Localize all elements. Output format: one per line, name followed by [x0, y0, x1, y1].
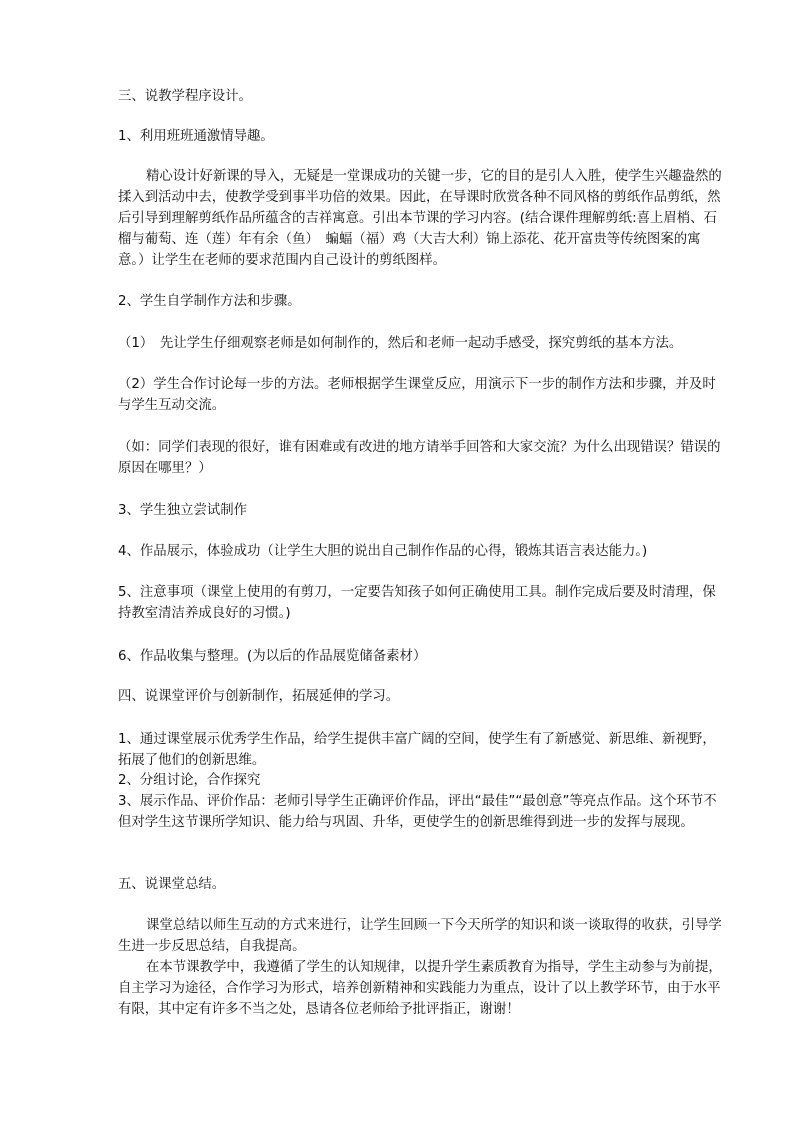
subheading-6: 6、作品收集与整理。(为以后的作品展览储备素材）	[118, 649, 427, 664]
summary-paragraph-1: 课堂总结以师生互动的方式来进行，让学生回顾一下今天所学的知识和谈一谈取得的收获，引导学生进一步反思总结，自我提高。	[118, 918, 722, 954]
evaluation-item-2: 2、分组讨论，合作探究	[118, 773, 261, 788]
subheading-4: 4、作品展示，体验成功（让学生大胆的说出自己制作作品的心得，锻炼其语言表达能力。)	[118, 544, 648, 559]
subheading-5: 5、注意事项（课堂上使用的有剪刀，一定要告知孩子如何正确使用工具。制作完成后要及时清理，保持教室清洁养成良好的习惯。)	[118, 585, 716, 621]
section-heading-5: 五、说课堂总结。	[118, 877, 226, 892]
paragraph-intro: 精心设计好新课的导入，无疑是一堂课成功的关键一步，它的目的是引人入胜，使学生兴趣盎然的揉入到活动中去，使教学受到事半功倍的效果。因此，在导课时欣赏各种不同风格的剪纸作品剪纸，然后引导到理解剪纸作品所蕴含的吉祥寓意。引出本节课的学习内容。(结合课件理解剪纸:喜上眉梢、石榴与葡萄、连（莲）年有余（鱼） 蝙蝠（福）鸡（大吉大利）锦上添花、花开富贵等传统图案的寓意。）让学生在老师的要求范围内自己设计的剪纸图样。	[118, 169, 722, 268]
step-1: （1） 先让学生仔细观察老师是如何制作的，然后和老师一起动手感受，探究剪纸的基本方法。	[118, 336, 683, 351]
subheading-3: 3、学生独立尝试制作	[118, 503, 248, 518]
step-2: （2）学生合作讨论每一步的方法。老师根据学生课堂反应，用演示下一步的制作方法和步骤，并及时与学生互动交流。	[118, 377, 716, 413]
evaluation-item-1: 1、通过课堂展示优秀学生作品，给学生提供丰富广阔的空间，使学生有了新感觉、新思维、新视野，拓展了他们的创新思维。	[118, 732, 716, 768]
evaluation-item-3: 3、展示作品、评价作品：老师引导学生正确评价作品，评出“最佳”“最创意”等亮点作品。这个环节不但对学生这节课所学知识、能力给与巩固、升华，更使学生的创新思维得到进一步的发挥与展现。	[118, 794, 717, 830]
subheading-2: 2、学生自学制作方法和步骤。	[118, 294, 301, 309]
subheading-1: 1、利用班班通激情导趣。	[118, 129, 274, 144]
example-note: （如：同学们表现的很好，谁有困难或有改进的地方请举手回答和大家交流？为什么出现错误？错误的原因在哪里？）	[118, 440, 721, 476]
section-heading-3: 三、说教学程序设计。	[118, 89, 252, 104]
summary-paragraph-2: 在本节课教学中，我遵循了学生的认知规律，以提升学生素质教育为指导，学生主动参与为前提，自主学习为途径，合作学习为形式，培养创新精神和实践能力为重点，设计了以上教学环节，由于水平有限，其中定有许多不当之处，恳请各位老师给予批评指正，谢谢！	[118, 960, 722, 1017]
section-heading-4: 四、说课堂评价与创新制作，拓展延伸的学习。	[118, 689, 400, 704]
